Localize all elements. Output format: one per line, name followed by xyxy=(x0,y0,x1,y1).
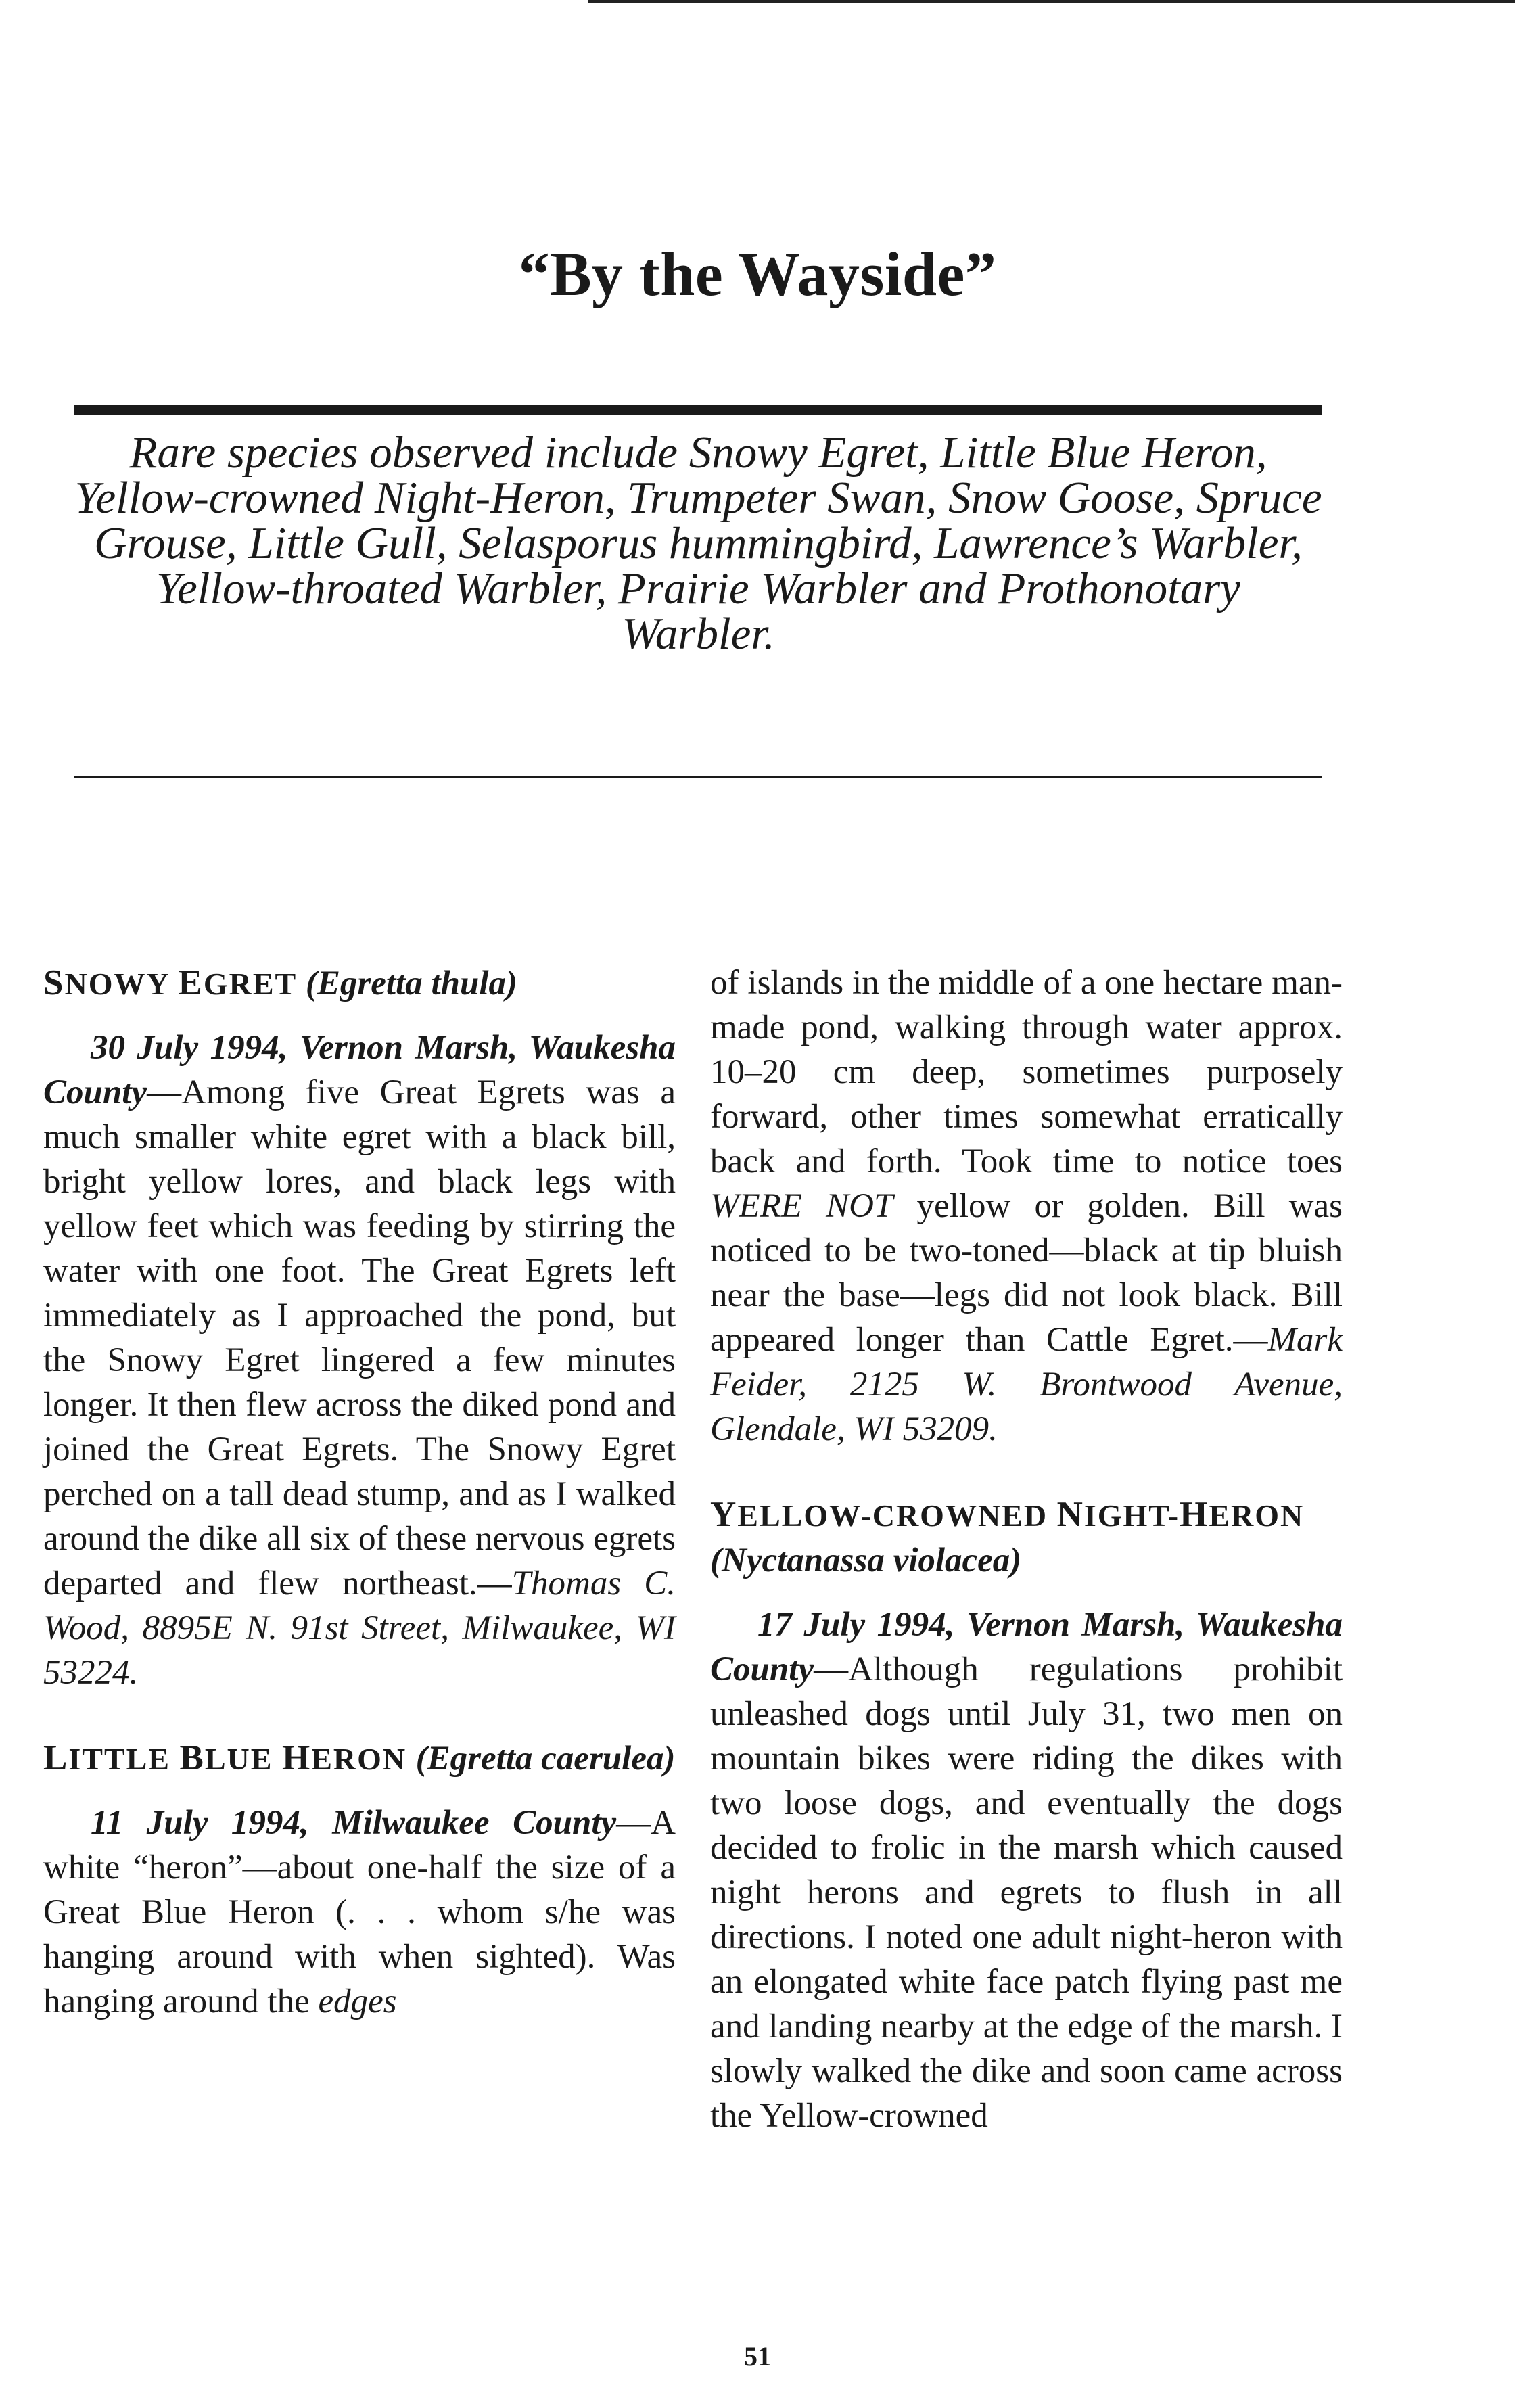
entry-date-location: 30 July 1994, Vernon Marsh, Waukesha County xyxy=(43,1029,676,1111)
entry-body: —Although regulations prohibit unleashed dogs until July 31, two men on mountain bikes were riding the dikes with two loose dogs, and eventually the dogs decided to frolic in the marsh which caused night herons and egrets to flush in all directions. I noted one adult night-heron with an elongated white face patch flying past me and landing nearby at the edge of the marsh. I slowly walked the dike and soon came across the Yellow-crowned xyxy=(710,1650,1343,2135)
page-number: 51 xyxy=(744,2341,771,2371)
right-column xyxy=(710,960,1343,2138)
entry-snowy-egret xyxy=(43,1025,676,1695)
title-rule-thick xyxy=(74,405,1322,415)
latin-name: (Nyctanassa violacea) xyxy=(710,1542,1022,1579)
summary-abstract: Rare species observed include Snowy Egret, Little Blue Heron, Yellow-crowned Night-Heron, Trumpeter Swan, Snow Goose, Spruce Grouse, Little Gull, Selasporus hummingbird, Lawrence’s Warbler, Yellow-throated Warbler, Prairie Warbler and Prothonotary Warbler. xyxy=(74,427,1322,659)
left-column xyxy=(43,960,676,2024)
section-heading-snowy-egret: SNOWY EGRET (Egretta thula) xyxy=(43,963,518,1002)
entry-night-heron xyxy=(710,1602,1343,2138)
section-heading-little-blue-heron: LITTLE BLUE HERON (Egretta caerulea) xyxy=(43,1738,676,1778)
latin-name: (Egretta caerulea) xyxy=(415,1740,676,1778)
entry-date-location: 17 July 1994, Vernon Marsh, Waukesha County xyxy=(710,1606,1343,1688)
entry-date-location: 11 July 1994, Milwaukee County xyxy=(91,1804,617,1842)
entry-author: Thomas C. Wood, 8895E N. 91st Street, Milwaukee, WI 53224. xyxy=(43,1565,676,1692)
entry-little-blue-heron-part1: 11 July 1994, Milwaukee County—A white “heron”—about one-half the size of a Great Blue Heron (. . . whom s/he was hanging around with when sighted). Was hanging around the edges xyxy=(43,1804,676,2020)
page-title: “By the Wayside” xyxy=(518,239,997,308)
top-border-line xyxy=(588,0,1515,3)
entry-body: —Among five Great Egrets was a much smaller white egret with a black bill, bright yellow lores, and black legs with yellow feet which was feeding by stirring the water with one foot. The Great Egrets left immediately as I approached the pond, but the Snowy Egret lingered a few minutes longer. It then flew across the diked pond and joined the Great Egrets. The Snowy Egret perched on a tall dead stump, and as I walked around the dike all six of these nervous egrets departed and flew northeast.— xyxy=(43,1073,676,1602)
latin-name: (Egretta thula) xyxy=(305,965,518,1002)
section-heading-night-heron: YELLOW-CROWNED NIGHT-HERON (Nyctanassa violacea) xyxy=(710,1495,1305,1579)
summary-rule-thin xyxy=(74,776,1322,778)
entry-little-blue-heron-part2: of islands in the middle of a one hectare man-made pond, walking through water approx. 10–20 cm deep, sometimes purposely forward, other times somewhat erratically back and forth. Took time to notice toes WERE NOT yellow or golden. Bill was noticed to be two-toned—black at tip bluish near the base—legs did not look black. Bill appeared longer than Cattle Egret.—Mark Feider, 2125 W. Brontwood Avenue, Glendale, WI 53209. xyxy=(710,964,1343,1448)
entry-author: Mark Feider, 2125 W. Brontwood Avenue, Glendale, WI 53209. xyxy=(710,1321,1343,1448)
